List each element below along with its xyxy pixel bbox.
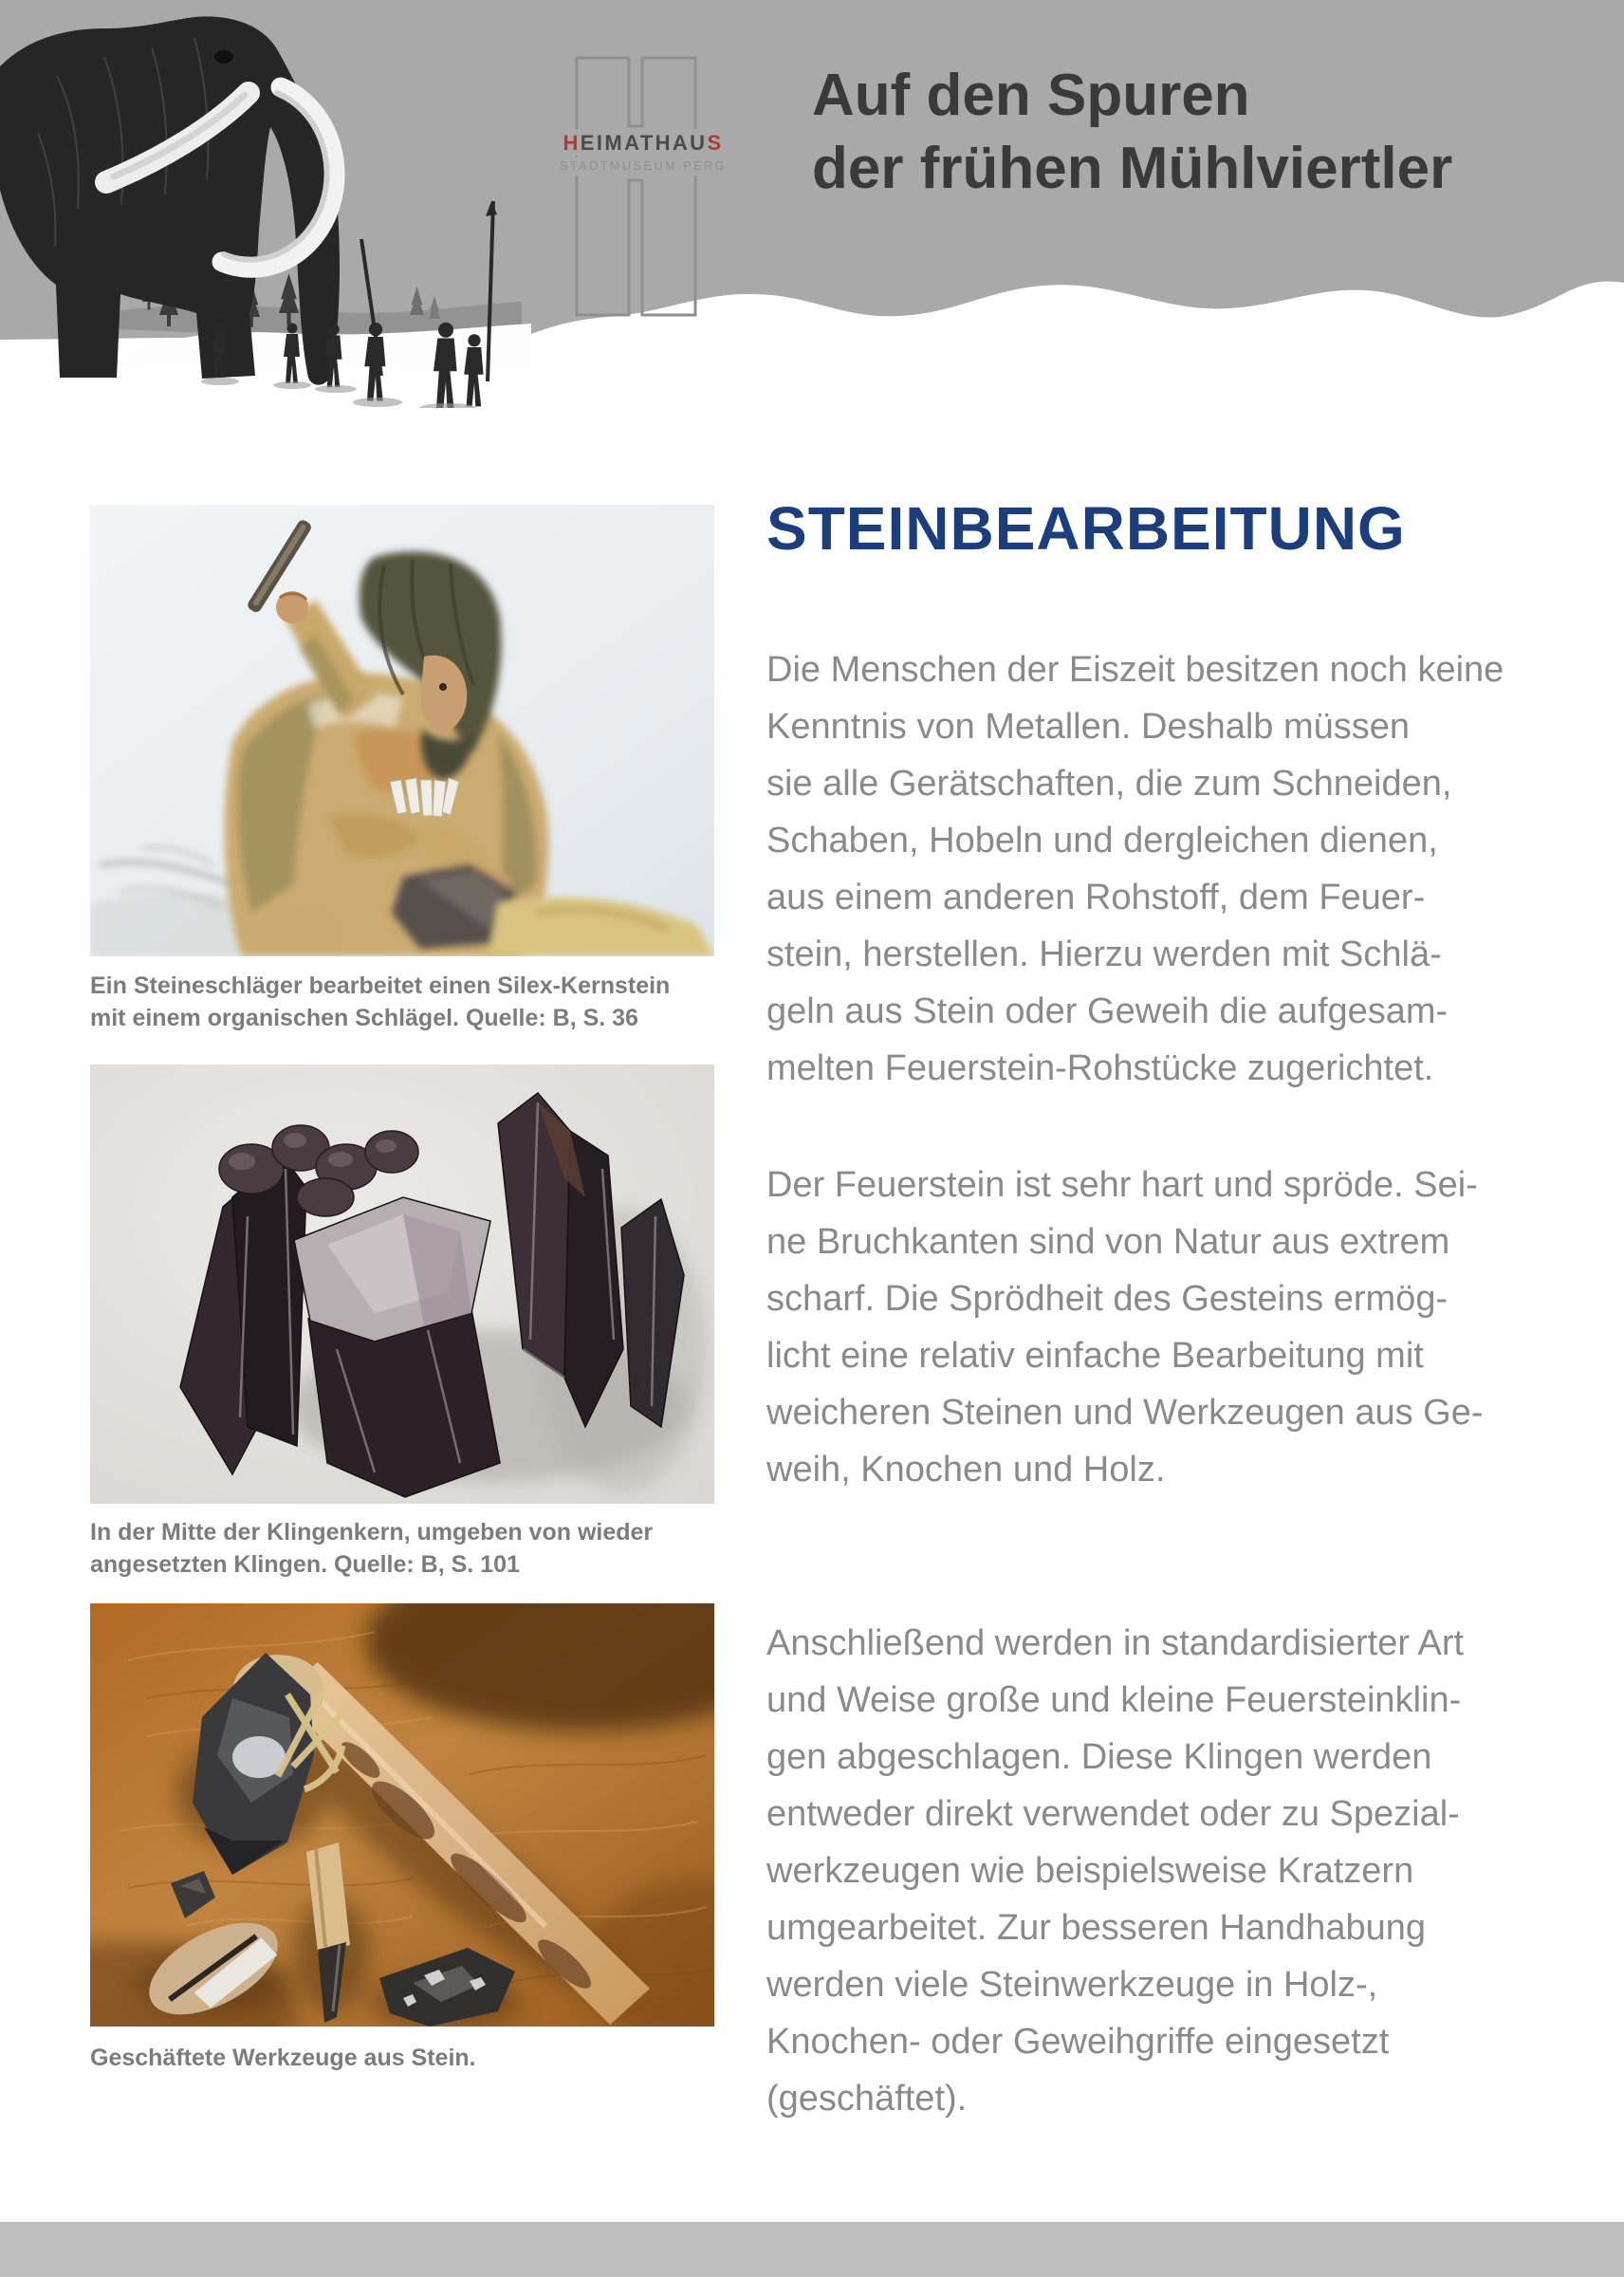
text-line: Die Menschen der Eiszeit besitzen noch keine <box>766 650 1504 690</box>
title-line-2: der frühen Mühlviertler <box>812 136 1453 201</box>
title-line-1: Auf den Spuren <box>812 63 1250 128</box>
text-line: weicheren Steinen und Werkzeugen aus Ge- <box>766 1393 1484 1433</box>
page-title: STEINBEARBEITUNG <box>766 494 1406 563</box>
text-line: werden viele Steinwerkzeuge in Holz-, <box>766 1965 1378 2005</box>
text-line: geln aus Stein oder Geweih die aufgesam- <box>766 991 1449 1031</box>
footer-gray-bar <box>0 2222 1624 2277</box>
logo-wordmark <box>559 129 728 157</box>
figure-stone-knapper <box>90 505 714 956</box>
body-paragraph-1 <box>766 641 1554 1097</box>
text-line: Kenntnis von Metallen. Deshalb müssen <box>766 707 1411 747</box>
text-line: Der Feuerstein ist sehr hart und spröde. Sei- <box>766 1165 1478 1205</box>
logo-letter-h: H <box>563 131 581 155</box>
museum-logo <box>559 55 728 319</box>
stone-knapper-illustration <box>90 505 714 956</box>
figure-caption: Ein Steineschläger bearbeitet einen Silex-Kernstein mit einem organischen Schlägel. Quelle: B, S. 36 <box>90 972 671 1031</box>
text-line: melten Feuerstein-Rohstücke zugerichtet. <box>766 1048 1434 1088</box>
logo-name <box>563 131 723 155</box>
flint-core-photo <box>90 1064 714 1504</box>
figure-caption: Geschäftete Werkzeuge aus Stein. <box>90 2045 476 2071</box>
panel-series-title <box>812 59 1452 205</box>
figure-flint-core <box>90 1064 714 1504</box>
logo-subtitle: STADTMUSEUM PERG <box>559 157 728 176</box>
text-line: umgearbeitet. Zur besseren Handhabung <box>766 1908 1427 1948</box>
text-line: und Weise große und kleine Feuersteinklin- <box>766 1680 1462 1720</box>
text-line: Anschließend werden in standardisierter Art <box>766 1623 1465 1663</box>
text-line: werkzeugen wie beispielsweise Kratzern <box>766 1851 1414 1891</box>
body-paragraph-3 <box>766 1615 1554 2127</box>
figure-caption: In der Mitte der Klingenkern, umgeben von wieder angesetzten Klingen. Quelle: B, S. 101 <box>90 1519 654 1578</box>
text-line: stein, herstellen. Hierzu werden mit Schlä- <box>766 935 1442 974</box>
text-line: entweder direkt verwendet oder zu Spezial- <box>766 1794 1460 1834</box>
text-line: weih, Knochen und Holz. <box>766 1450 1166 1490</box>
text-line: sie alle Gerätschaften, die zum Schneiden, <box>766 764 1452 804</box>
logo-letter-s: S <box>707 131 724 155</box>
text-line: aus einem anderen Rohstoff, dem Feuer- <box>766 878 1426 917</box>
logo-letters-mid: EIMATHAU <box>580 131 708 155</box>
text-line: (geschäftet). <box>766 2079 968 2119</box>
logo-h-outline-icon <box>572 55 714 319</box>
text-line: ne Bruchkanten sind von Natur aus extrem <box>766 1222 1450 1262</box>
text-line: scharf. Die Sprödheit des Gesteins ermög- <box>766 1279 1449 1319</box>
text-line: Schaben, Hobeln und dergleichen dienen, <box>766 821 1438 861</box>
body-paragraph-2 <box>766 1157 1554 1498</box>
text-line: Knochen- oder Geweihgriffe eingesetzt <box>766 2022 1390 2062</box>
text-line: gen abgeschlagen. Diese Klingen werden <box>766 1737 1432 1777</box>
tooth-necklace <box>390 778 459 817</box>
hafted-tools-photo <box>90 1603 714 2027</box>
figure-hafted-tools <box>90 1603 714 2027</box>
text-line: licht eine relativ einfache Bearbeitung mit <box>766 1336 1424 1376</box>
